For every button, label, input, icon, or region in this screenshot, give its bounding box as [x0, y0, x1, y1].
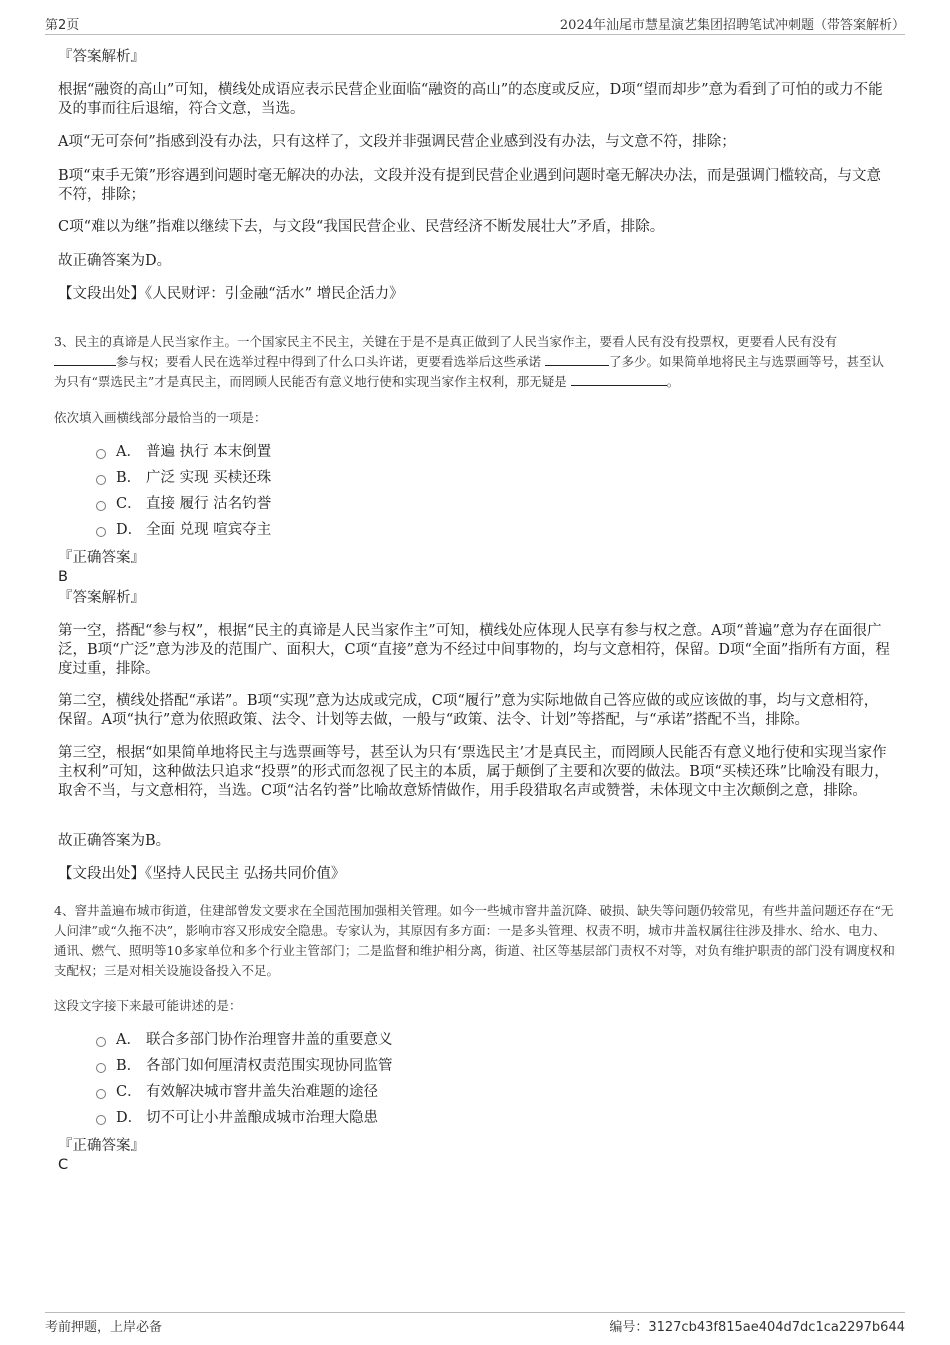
- blank-2: [545, 353, 609, 366]
- q2-analysis-para-4: C项“难以为继”指难以继续下去，与文段“我国民营企业、民营经济不断发展壮大”矛盾，排除。: [58, 219, 665, 235]
- footer-slogan: 考前押题，上岸必备: [45, 1320, 163, 1335]
- document-id: 编号：3127cb43f815ae404d7dc1ca2297b644: [609, 1320, 905, 1335]
- blank-1: [54, 353, 116, 366]
- q3-answer-label: 『正确答案』: [58, 550, 145, 566]
- q4-prompt: 这段文字接下来最可能讲述的是：: [54, 998, 242, 1013]
- q4-stem: 4、窨井盖遍布城市街道，住建部曾发文要求在全国范围加强相关管理。如今一些城市窨井盖沉降、破损、缺失等问题仍较常见，有些井盖问题还存在“无人问津”或“久拖不决”，影响市容又形成安全隐患。专家认为，其原因有多方面：一是多头管理、权责不明，城市井盖权属往往涉及排水、给水、电力、通讯、燃气、照明等10多家单位和多个行业主管部门；二是监督和维护相分离，街道、社区等基层部门责权不对等，对负有维护职责的部门没有调度权和支配权；三是对相关设施设备投入不足。: [54, 903, 895, 978]
- q2-analysis-label: 『答案解析』: [58, 49, 145, 65]
- q2-analysis-para-2: A项“无可奈何”指感到没有办法，只有这样了，文段并非强调民营企业感到没有办法，与文意不符，排除；: [58, 134, 736, 150]
- q4-option-a[interactable]: A． 联合多部门协作治理窨井盖的重要意义: [96, 1029, 393, 1051]
- radio-icon[interactable]: [96, 1037, 106, 1047]
- q4-option-b[interactable]: B． 各部门如何厘清权责范围实现协同监管: [96, 1055, 393, 1077]
- q3-option-a[interactable]: A． 普遍 执行 本末倒置: [96, 441, 271, 463]
- q3-analysis-para-2: 第二空，横线处搭配“承诺”。B项“实现”意为达成或完成，C项“履行”意为实际地做自己答应做的或应该做的事，均与文意相符，保留。A项“执行”意为依照政策、法令、计划等去做，一般与“政策、法令、计划”等搭配，与“承诺”搭配不当，排除。: [58, 693, 879, 728]
- q2-analysis-para-5: 故正确答案为D。: [58, 253, 172, 269]
- q3-prompt: 依次填入画横线部分最恰当的一项是：: [54, 410, 267, 425]
- radio-icon[interactable]: [96, 1089, 106, 1099]
- q4-option-d[interactable]: D． 切不可让小井盖酿成城市治理大隐患: [96, 1107, 378, 1129]
- radio-icon[interactable]: [96, 1063, 106, 1073]
- radio-icon[interactable]: [96, 449, 106, 459]
- q2-source: 【文段出处】《人民财评：引金融“活水” 增民企活力》: [58, 286, 404, 302]
- q4-answer-label: 『正确答案』: [58, 1138, 145, 1154]
- q3-answer: B: [58, 569, 68, 585]
- q3-analysis-label: 『答案解析』: [58, 590, 145, 606]
- page-header: [45, 14, 905, 35]
- q4-option-c[interactable]: C． 有效解决城市窨井盖失治难题的途径: [96, 1081, 378, 1103]
- page-footer: [45, 1312, 905, 1335]
- radio-icon[interactable]: [96, 1115, 106, 1125]
- q4-answer: C: [58, 1157, 69, 1173]
- page-number: 第2页: [45, 18, 80, 33]
- q3-stem: 3、民主的真谛是人民当家作主。一个国家民主不民主，关键在于是不是真正做到了人民当家作主，要看人民有没有投票权，更要看人民有没有参与权；要看人民在选举过程中得到了什么口头许诺，更要看选举后这些承诺 了多少。如果简单地将民主与选票画等号，甚至认为只有“票选民主”才是真民主，而罔顾人民能否有意义地行使和实现当家作主权利，那无疑是 。: [54, 334, 885, 389]
- q2-analysis-para-1: 根据“融资的高山”可知，横线处成语应表示民营企业面临“融资的高山”的态度或反应，D项“望而却步”意为看到了可怕的或力不能及的事而往后退缩，符合文意，当选。: [58, 82, 883, 117]
- document-title: 2024年汕尾市慧星演艺集团招聘笔试冲刺题（带答案解析）: [559, 18, 905, 33]
- q3-option-c[interactable]: C． 直接 履行 沽名钓誉: [96, 493, 271, 515]
- q3-analysis-para-4: 故正确答案为B。: [58, 833, 171, 849]
- q3-analysis-para-1: 第一空，搭配“参与权”，根据“民主的真谛是人民当家作主”可知，横线处应体现人民享有参与权之意。A项“普遍”意为存在面很广泛，B项“广泛”意为涉及的范围广、面积大，C项“直接”意为不经过中间事物的，均与文意相符，保留。D项“全面”指所有方面，程度过重，排除。: [58, 623, 890, 677]
- radio-icon[interactable]: [96, 527, 106, 537]
- q2-analysis-para-3: B项“束手无策”形容遇到问题时毫无解决的办法，文段并没有提到民营企业遇到问题时毫无解决办法，而是强调门槛较高，与文意不符，排除；: [58, 168, 881, 203]
- q3-analysis-para-3: 第三空，根据“如果简单地将民主与选票画等号，甚至认为只有‘票选民主’才是真民主，而罔顾人民能否有意义地行使和实现当家作主权利”可知，这种做法只追求“投票”的形式而忽视了民主的本质，属于颠倒了主要和次要的做法。B项“买椟还珠”比喻没有眼力，取舍不当，与文意相符，当选。C项“沽名钓誉”比喻故意矫情做作，用手段猎取名声或赞誉，未体现文中主次颠倒之意，排除。: [58, 745, 889, 799]
- q3-option-d[interactable]: D． 全面 兑现 喧宾夺主: [96, 519, 271, 541]
- q3-option-b[interactable]: B． 广泛 实现 买椟还珠: [96, 467, 271, 489]
- blank-3: [571, 373, 667, 386]
- q3-source: 【文段出处】《坚持人民民主 弘扬共同价值》: [58, 866, 346, 882]
- radio-icon[interactable]: [96, 501, 106, 511]
- radio-icon[interactable]: [96, 475, 106, 485]
